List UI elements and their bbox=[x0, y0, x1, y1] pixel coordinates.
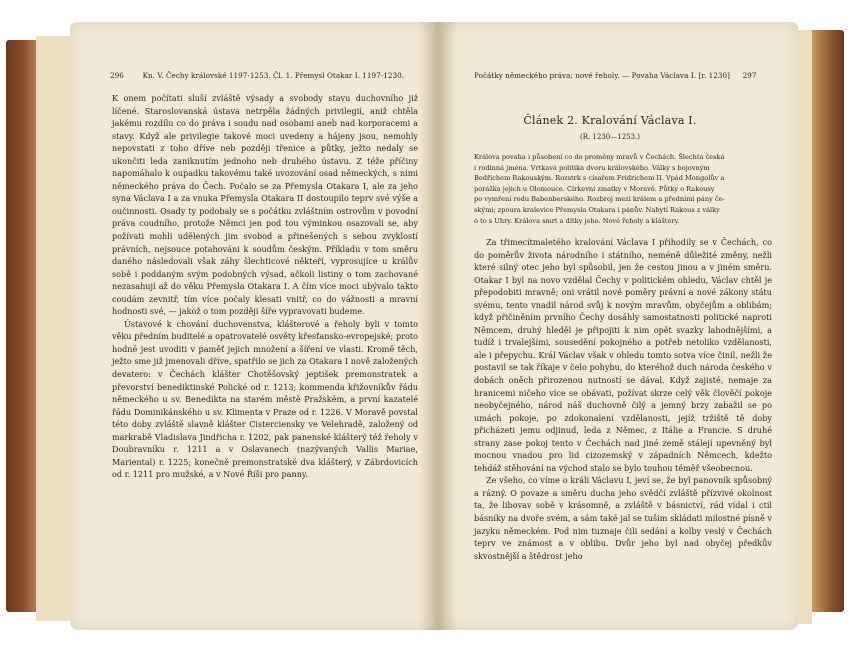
right-running-head-text: Počátky německého práva; nové řeholy. — Povaha Václava I. [r. 1230] bbox=[474, 71, 730, 80]
summary-line: Králova povaha i působení co do proměny mravů v Čechách. Šlechta česká bbox=[474, 153, 725, 161]
left-paragraph-2: Ústavové k chování duchovenstva, klášterové a řeholy byli v tomto věku předním buditelé a opatrovatelé osvěty křesťansko-evropejské; proto hodné jest uvoditi v paměť jejich množení a šíření ve vlasti. Kromě těch, ježto sme již jmenovali dříve, spatřilo se jich za Otakara I nově založených devatero: v Čechách klášter Chotěšovský jeptišek premonstratek a převorství benediktinské Polické od r. 1213; kommenda křižovníkův řádu německého u sv. Benedikta na starém městě Pražském, a první kazatelé řádu Dominikánského u sv. Klimenta v Praze od r. 1226. V Moravě povstal této doby zvláště slavně klášter Cisterciensky ve Velehradě, založený od markrabě Vladislava Jindřicha r. 1202, pak panenské klášterý též řeholy v Doubravníku r. 1211 a v Oslavanech (nazývaných Vallis Mariae, Mariental) r. 1225; konečně premonstratské dva klášterý, v Zábrdovicích od r. 1211 pro mužské, a v Nové Říši pro panny. bbox=[112, 318, 418, 480]
summary-line: i rodinná jména. Vrtkavá politika dvoru královského. Války s bojovným bbox=[474, 163, 710, 172]
right-paragraph-1: Za třimecítmaletého kralování Václava I přihodily se v Čechách, co do poměrův života národního i státního, neméně důležité změny, nežli které silný otec jeho byl spůsobil, jen že cestou jinou a v jiném směru. Otakar I byl na novo vzdělal Čechy v politickém ohledu, Václav chtěl je přepodobiti mravně; oni vrátil nové poměry právní a nové zákony státu svému, tento vnadil národ svůj k novým mravům, obyčejům a oblibám; když přičiněním prvního Čechy dosáhly samostatnosti politické naproti Němcem, druhý hleděl je připojiti k nim opět svazky lahodnějšími, a tudíž i trvalejšími, sousedění pokojného a potřeb netoliko vzdělanosti, ale i přepychu. Král Václav však v ohledu tomto sotva více činil, nežli že postavil se tak říkaje v čelo pohybu, do kteréhož duch národa českého v dobách oněch přirozenou nutností se dával. Když zajisté, nemaje za hranicemi ničeho více se obávati, požívat skrze celý věk člověčí pokoje neobyčejného, národ náš duchovně čilý a jemný brzy zabažil se po umách pokoje, po zdokonalení vzdělanosti, jejíž tržiště tě doby přicházeti jemu odjinud, leda z Němec, z Itálie a Francie. S druhé strany zase pokoj tento v Čechách nad jiné země stálejí upevněný byl mocnou vnadou pro lid cizozemský v západních Němcech, kdežto tehdáž stěhování na východ stalo se bylo touhou téměř všeobecnou. bbox=[474, 237, 772, 473]
right-page-number: 297 bbox=[742, 71, 757, 80]
left-running-head-text: Kn. V. Čechy královské 1197-1253. Čl. 1. Přemysl Otakar I. 1197-1230. bbox=[142, 71, 405, 80]
right-body-text bbox=[474, 236, 772, 562]
summary-line: Bedřichem Rakouským. Rozstrk s císařem Fridrichem II. Vpád Mongolův a bbox=[474, 174, 725, 183]
left-running-head bbox=[110, 71, 404, 80]
summary-line: porážka jejich u Olomouce. Církevní zmatky v Moravě. Půtky o Rakousy bbox=[474, 184, 715, 193]
summary-line: po vymření rodu Babenberského. Rozbroj mezi králem a předními pány če- bbox=[474, 195, 725, 204]
right-paragraph-2: Ze všeho, co víme o králi Václavu I, jeví se, že byl panovník spůsobný a rázný. O povaze a směru ducha jeho svědčí zvláště přízvivé okolnost ta, že libovav sobě v krásomně, a zvláště v básnictví, rád vídal i ctil básníky na dvoře svém, a sám také jal se tušim skládati milostné písně v jazyku německém. Pod nim tuznaje čili sedání a kolby veslý v Čechách teprv ve známost a v oblibu. Dvůr jeho byl nad obyčej předkův skvostnější a štědrost jeho bbox=[474, 475, 772, 561]
book-gutter bbox=[418, 22, 458, 630]
left-paragraph-1: K onem počítati sluší zvláště výsady a svobody stavu duchovního již líčené. Staroslovanská ústava netrpěla žádných privilegií, aniž chtěla jakému rozdílu co do práva i soudu nad osobami aneb nad korporacemi a stavy. Když ale privilegie takové moci uvedeny a hájeny jsou, nemohly nepovstati z toho dříve neb později třenice a půtky, ježto nedaly se ukončiti leda zaniknutím jednoho neb druhého ústavu. Z téže příčiny napomáhalo k oupadku takovému také uvozování osad německých, s nimi německého práva do Čech. Počalo se za Přemysla Otakara I, ale za jeho syna Václava I a za vnuka Přemysla Otakara II dostoupilo teprv své výše a oučinnosti. Osady ty podobaly se s počátku zvláštním ostrovům v povodní práva coudního, protože Němci jen pod tou výminkou osazovali se, aby požívati mohli udělených jim svobod a přinešených s sebou zvyklostí právních, nejsouce potahováni k soudům českým. Příkladu v tom směru daného následovali však záhy šlechticové někteří, vyprosujíce u králův sobě i poddaným svým podobných výsad, ačkoli listiny o tom zachované nezasahují až do věku Přemysla Otakara I. A čím více moci ubývalo takto coudám zevnitř, tím více počaly klesati vnitř, co do vážnosti a mravní hodnosti své, — jakož o tom později šíře vypravovati budeme. bbox=[112, 93, 418, 317]
right-running-head bbox=[474, 71, 757, 80]
summary-line: skými; zpoura kralevice Přemysla Otakara i pánův. Nabytí Rakous z války bbox=[474, 205, 720, 214]
summary-line: o to s Uhry. Králova smrt a dítky jeho. Nové řeholy a kláštery. bbox=[474, 216, 680, 225]
chapter-title: Článek 2. Kralování Václava I. bbox=[523, 114, 697, 127]
chapter-years: (R. 1230—1253.) bbox=[579, 133, 641, 141]
chapter-summary bbox=[474, 152, 770, 226]
left-page-number: 296 bbox=[110, 71, 124, 80]
left-body-text bbox=[112, 92, 418, 481]
